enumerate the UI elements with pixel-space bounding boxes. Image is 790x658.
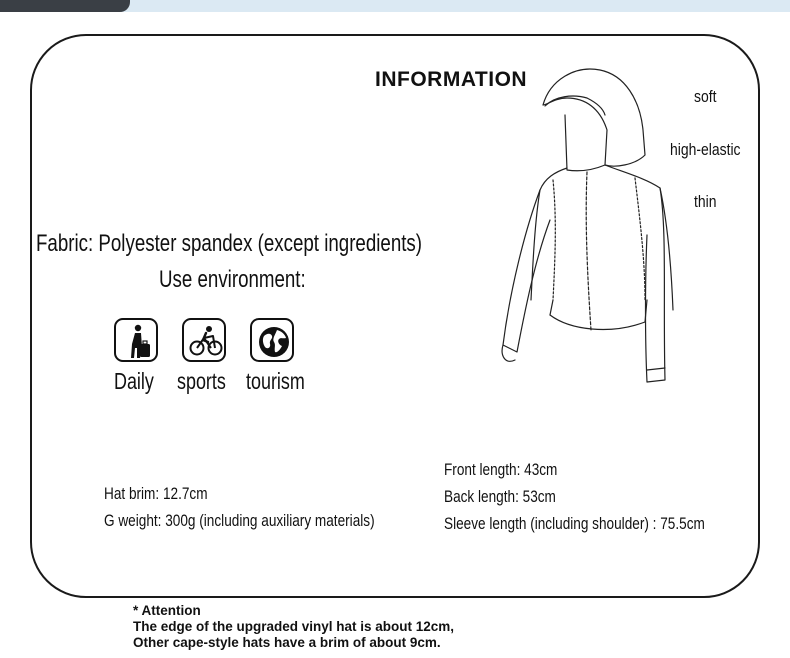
attention-line-2: Other cape-style hats have a brim of about 9cm. [133,635,441,650]
attention-heading: * Attention [133,603,201,618]
spec-sleeve-length: Sleeve length (including shoulder) : 75.5cm [444,514,705,533]
spec-hat-brim: Hat brim: 12.7cm [104,484,208,503]
traveler-luggage-icon [114,318,158,362]
globe-icon [250,318,294,362]
top-banner-tab [0,0,130,12]
feature-high-elastic: high-elastic [670,140,741,159]
use-environment-label: Use environment: [159,266,306,293]
hooded-jacket-illustration [495,60,675,390]
page-title: INFORMATION [375,68,528,91]
use-label-daily: Daily [114,368,154,394]
attention-note [133,603,454,651]
feature-thin: thin [694,192,717,211]
use-label-sports: sports [177,368,226,394]
fabric-text: Fabric: Polyester spandex (except ingredients) [36,230,423,257]
attention-line-1: The edge of the upgraded vinyl hat is about 12cm, [133,619,455,634]
cyclist-icon [182,318,226,362]
feature-soft: soft [694,87,717,106]
use-label-tourism: tourism [246,368,305,394]
spec-weight: G weight: 300g (including auxiliary materials) [104,511,375,530]
spec-front-length: Front length: 43cm [444,460,558,479]
spec-back-length: Back length: 53cm [444,487,556,506]
